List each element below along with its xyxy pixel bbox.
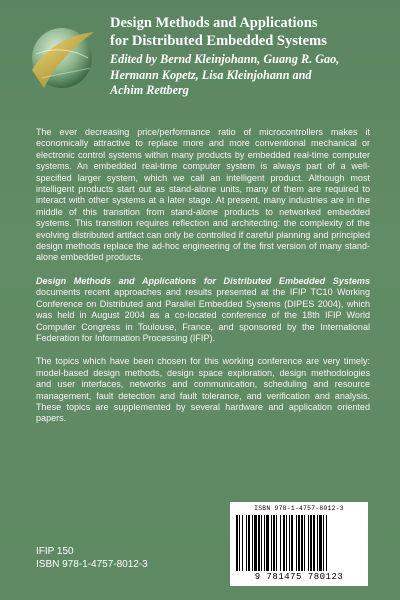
book-editors: [110, 52, 395, 99]
blurb: [36, 127, 370, 437]
series-info: [36, 545, 148, 571]
editors-line: Achim Rettberg: [110, 83, 189, 97]
title-line: Design Methods and Applications: [110, 15, 318, 31]
isbn-barcode: [230, 502, 368, 586]
blurb-paragraph-text: documents recent approaches and results presented at the IFIP TC10 Working Conference on Distributed and Parallel Embedded Systems (DIPES 2004), which was held in August 2004 as a co-located conference of the 18th IFIP World Computer Congress in Toulouse, France, and sponsored by the International Federation for Information Processing (IFIP).: [36, 287, 370, 343]
blurb-paragraph: The ever decreasing price/performance ratio of microcontrollers makes it economically attractive to replace more and more conventional mechanical or electronic control systems within many products by embedded real-time computer systems. An embedded real-time computer system is always part of a well-specified larger system, which we call an intelligent product. Although most intelligent products start out as stand-alone units, many of them are required to interact with other systems at a later stage. At present, many industries are in the middle of this transition from stand-alone products to networked embedded systems. This transition requires reflection and architecting: the complexity of the evolving distributed artifact can only be controlled if careful planning and principled design methods replace the ad-hoc engineering of the first version of many stand-alone embedded products.: [36, 127, 370, 263]
blurb-paragraph: [36, 276, 370, 344]
barcode-isbn-label: ISBN 978-1-4757-8012-3: [254, 505, 344, 512]
barcode-digits: 9 781475 780123: [254, 572, 344, 582]
editors-line: Edited by Bernd Kleinjohann, Guang R. Gao,: [110, 52, 340, 66]
series-number: IFIP 150: [36, 546, 74, 557]
barcode-bars: [236, 515, 362, 571]
editors-line: Hermann Kopetz, Lisa Kleinjohann and: [110, 67, 312, 82]
book-title: [110, 14, 395, 50]
blurb-paragraph: The topics which have been chosen for this working conference are very timely: model-based design methods, design space exploration, design methodologies and user interfaces, networks and communication, scheduling and resource management, fault detection and fault tolerance, and verification and analysis. These topics are supplemented by several hardware and application oriented papers.: [36, 356, 370, 424]
title-line: for Distributed Embedded Systems: [110, 33, 327, 49]
book-title-emphasis: Design Methods and Applications for Distributed Embedded Systems: [36, 275, 370, 286]
springer-ifip-globe-icon: [22, 14, 98, 100]
cover-header: [110, 14, 395, 99]
series-isbn: ISBN 978-1-4757-8012-3: [36, 559, 148, 570]
